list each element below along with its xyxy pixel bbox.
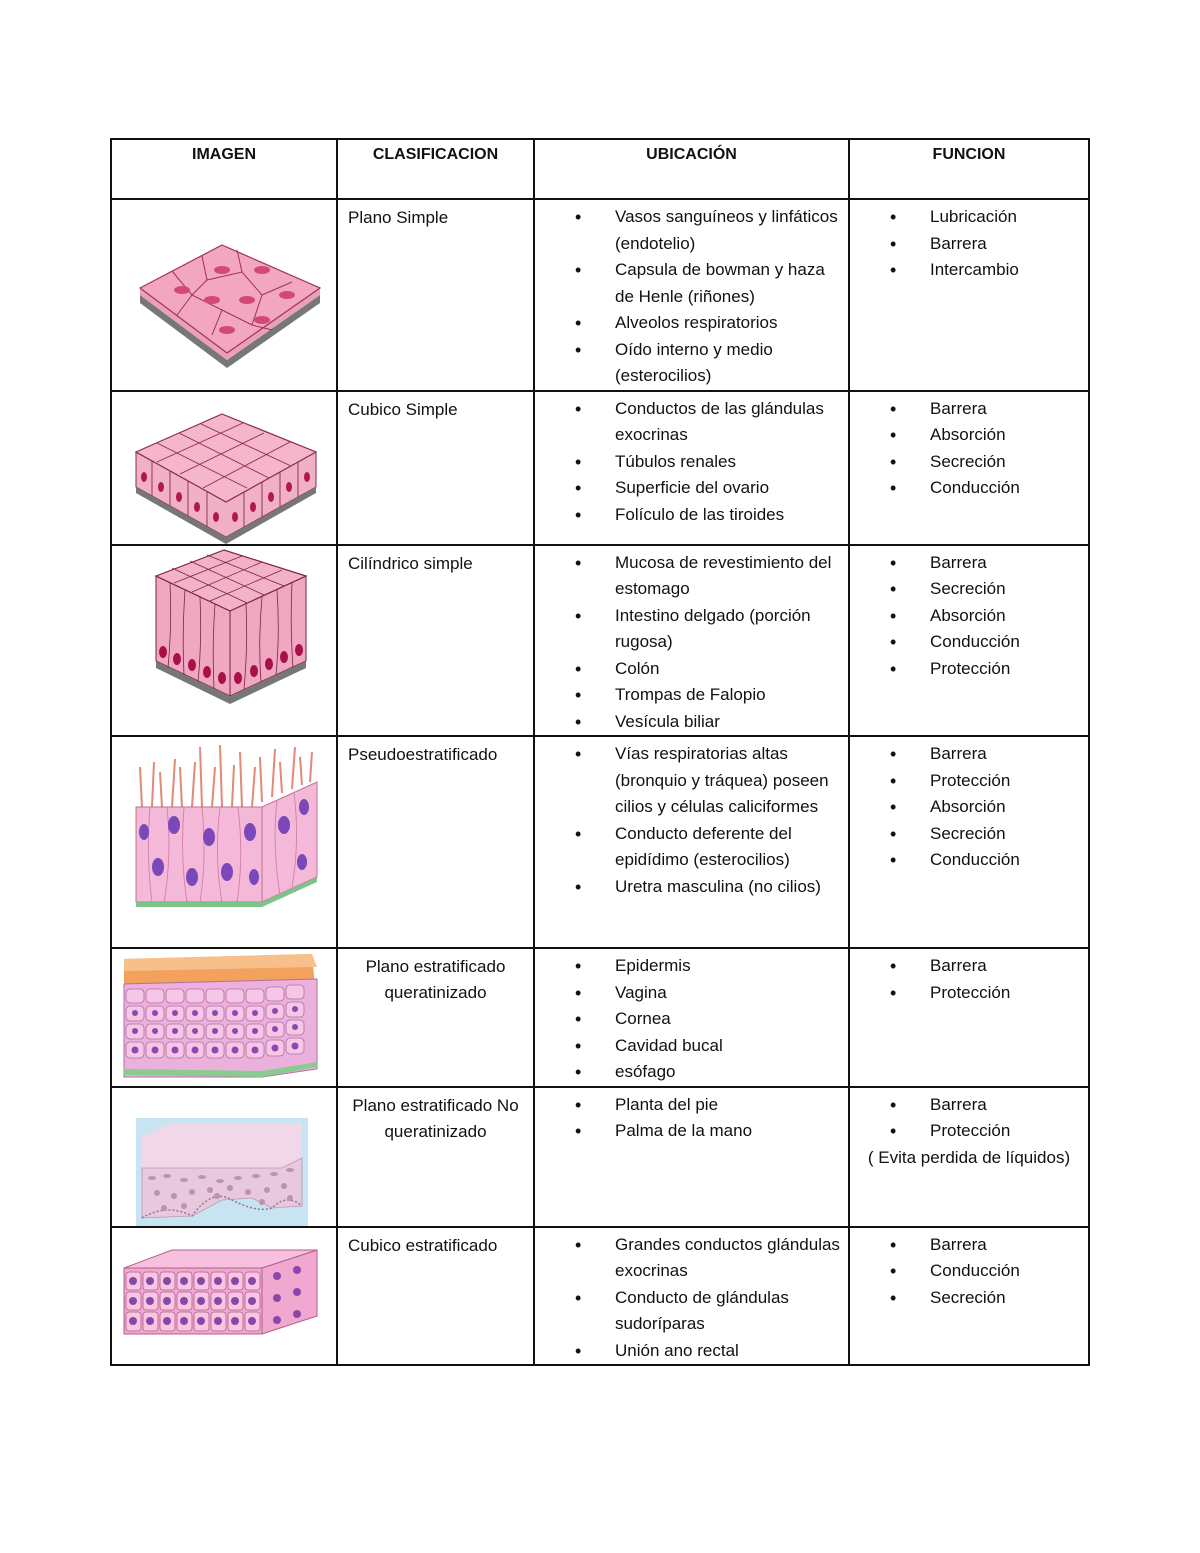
image-cell	[111, 1087, 337, 1227]
location-item: • Vesícula biliar	[535, 709, 848, 736]
function-cell	[849, 199, 1089, 391]
location-item: • Unión ano rectal	[535, 1338, 848, 1365]
function-item: • Protección	[850, 656, 1088, 683]
simple-columnar-epithelium-image	[112, 546, 336, 730]
location-item: • esófago	[535, 1059, 848, 1086]
image-cell	[111, 736, 337, 948]
function-item: • Conducción	[850, 629, 1088, 656]
function-item: • Secreción	[850, 576, 1088, 603]
function-item: • Conducción	[850, 475, 1088, 502]
stratified-squamous-non-keratinized-image	[112, 1088, 336, 1226]
table-row	[111, 736, 1089, 948]
location-item: • Trompas de Falopio	[535, 682, 848, 709]
image-cell	[111, 199, 337, 391]
classification-cell: Cubico Simple	[337, 391, 534, 545]
location-cell	[534, 1087, 849, 1227]
function-item: • Lubricación	[850, 204, 1088, 231]
location-cell	[534, 545, 849, 737]
function-item: • Protección	[850, 768, 1088, 795]
function-item: • Conducción	[850, 1258, 1088, 1285]
function-item: • Barrera	[850, 1232, 1088, 1259]
location-cell	[534, 1227, 849, 1366]
function-item: • Conducción	[850, 847, 1088, 874]
table-row	[111, 545, 1089, 737]
function-item: • Absorción	[850, 794, 1088, 821]
table-row	[111, 948, 1089, 1087]
location-item: • Uretra masculina (no cilios)	[535, 874, 848, 901]
location-item: • Grandes conductos glándulas exocrinas	[535, 1232, 848, 1285]
location-cell	[534, 391, 849, 545]
location-cell	[534, 736, 849, 948]
location-item: • Vías respiratorias altas (bronquio y tráquea) poseen cilios y células caliciformes	[535, 741, 848, 821]
function-cell	[849, 545, 1089, 737]
location-item: • Intestino delgado (porción rugosa)	[535, 603, 848, 656]
location-item: • Superficie del ovario	[535, 475, 848, 502]
function-item: • Barrera	[850, 231, 1088, 258]
stratified-squamous-keratinized-image	[112, 949, 336, 1080]
table-row	[111, 391, 1089, 545]
classification-cell: Pseudoestratificado	[337, 736, 534, 948]
classification-cell: Cubico estratificado	[337, 1227, 534, 1366]
classification-cell: Plano estratificado queratinizado	[337, 948, 534, 1087]
stratified-cuboidal-epithelium-image	[112, 1228, 336, 1359]
location-item: • Cornea	[535, 1006, 848, 1033]
function-item: • Barrera	[850, 741, 1088, 768]
image-cell	[111, 1227, 337, 1366]
location-item: • Alveolos respiratorios	[535, 310, 848, 337]
classification-cell: Plano Simple	[337, 199, 534, 391]
classification-cell: Plano estratificado No queratinizado	[337, 1087, 534, 1227]
function-item: • Barrera	[850, 1092, 1088, 1119]
function-item: • Protección	[850, 1118, 1088, 1145]
location-item: • Folículo de las tiroides	[535, 502, 848, 529]
location-item: • Conducto de glándulas sudoríparas	[535, 1285, 848, 1338]
table-row	[111, 1087, 1089, 1227]
location-item: • Oído interno y medio (esterocilios)	[535, 337, 848, 390]
function-item: • Secreción	[850, 449, 1088, 476]
location-item: • Vasos sanguíneos y linfáticos (endotelio)	[535, 204, 848, 257]
location-item: • Túbulos renales	[535, 449, 848, 476]
header-ubicacion: UBICACIÓN	[534, 139, 849, 199]
header-clasificacion: CLASIFICACION	[337, 139, 534, 199]
classification-cell: Cilíndrico simple	[337, 545, 534, 737]
function-item: • Absorción	[850, 422, 1088, 449]
location-item: • Conductos de las glándulas exocrinas	[535, 396, 848, 449]
image-cell	[111, 545, 337, 737]
epithelium-table	[110, 138, 1090, 1366]
simple-cuboidal-epithelium-image	[112, 392, 336, 544]
location-item: • Mucosa de revestimiento del estomago	[535, 550, 848, 603]
header-funcion: FUNCION	[849, 139, 1089, 199]
location-cell	[534, 199, 849, 391]
function-item: • Protección	[850, 980, 1088, 1007]
function-item: • Secreción	[850, 821, 1088, 848]
function-note: ( Evita perdida de líquidos)	[867, 1147, 1071, 1167]
function-item: • Barrera	[850, 396, 1088, 423]
location-item: • Capsula de bowman y haza de Henle (riñones)	[535, 257, 848, 310]
header-imagen: IMAGEN	[111, 139, 337, 199]
table-row	[111, 1227, 1089, 1366]
function-item: • Barrera	[850, 550, 1088, 577]
function-item: • Secreción	[850, 1285, 1088, 1312]
function-cell	[849, 1087, 1089, 1227]
image-cell	[111, 948, 337, 1087]
location-cell	[534, 948, 849, 1087]
header-row	[111, 139, 1089, 199]
function-cell	[849, 948, 1089, 1087]
function-item: • Intercambio	[850, 257, 1088, 284]
function-item: • Barrera	[850, 953, 1088, 980]
location-item: • Vagina	[535, 980, 848, 1007]
function-cell	[849, 736, 1089, 948]
function-item: • Absorción	[850, 603, 1088, 630]
location-item: • Conducto deferente del epidídimo (esterocilios)	[535, 821, 848, 874]
location-item: • Palma de la mano	[535, 1118, 848, 1145]
simple-squamous-epithelium-image	[112, 200, 336, 383]
table-row	[111, 199, 1089, 391]
pseudostratified-epithelium-image	[112, 737, 336, 947]
location-item: • Planta del pie	[535, 1092, 848, 1119]
location-item: • Colón	[535, 656, 848, 683]
function-cell	[849, 1227, 1089, 1366]
function-cell	[849, 391, 1089, 545]
location-item: • Epidermis	[535, 953, 848, 980]
location-item: • Cavidad bucal	[535, 1033, 848, 1060]
image-cell	[111, 391, 337, 545]
